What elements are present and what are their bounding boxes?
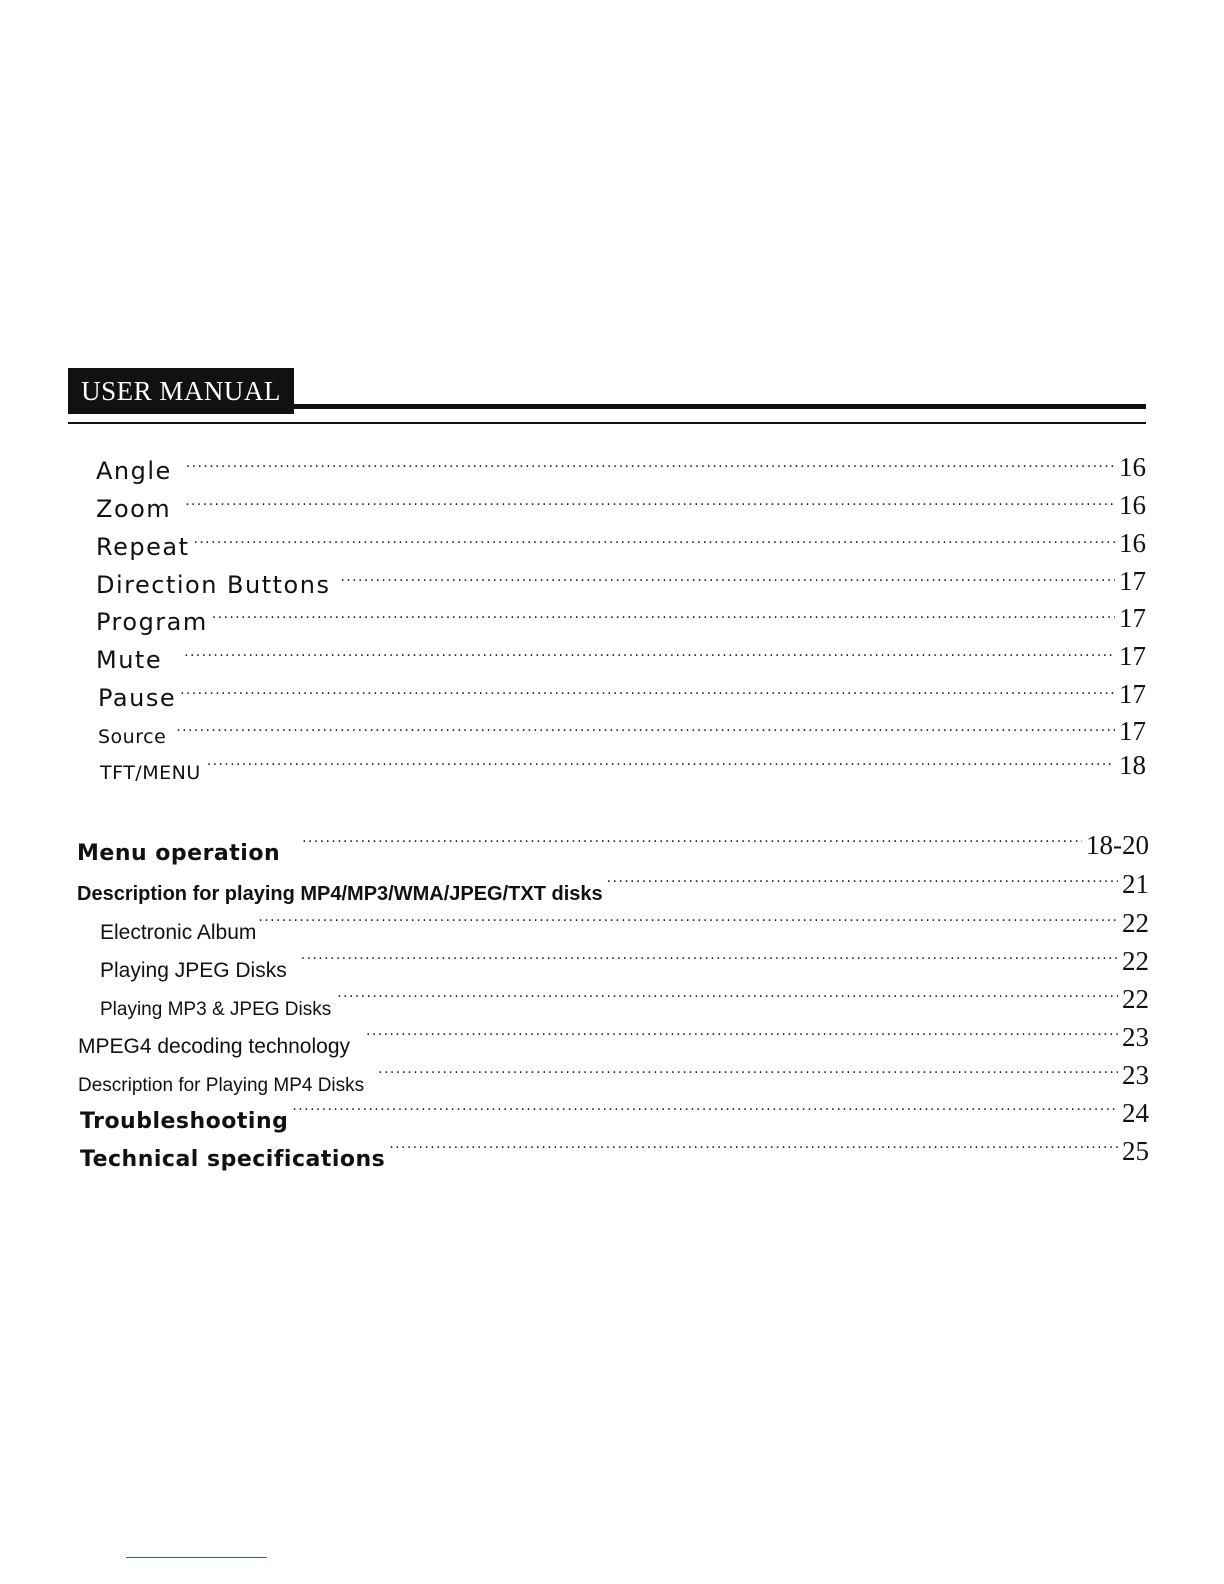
toc-entry-electronic-album[interactable] (100, 908, 1149, 944)
toc-label: Playing MP3 & JPEG Disks (100, 999, 332, 1020)
header-title: USER MANUAL (81, 375, 281, 406)
toc-label: Source (98, 726, 167, 748)
toc-page-number: 23 (1122, 1022, 1149, 1052)
toc-page-number: 17 (1119, 603, 1146, 633)
toc-leader (193, 536, 1115, 557)
toc-entry-description-playing-mp4-mp3-wma-jpeg-txt[interactable] (77, 869, 1149, 905)
toc-leader (301, 952, 1118, 975)
toc-entry-repeat[interactable] (96, 528, 1146, 561)
toc-page-number: 16 (1119, 490, 1146, 520)
toc-page-number: 16 (1119, 452, 1146, 482)
toc-label: Troubleshooting (80, 1109, 289, 1134)
toc-entry-playing-jpeg-disks[interactable] (100, 946, 1149, 982)
toc-leader (292, 1103, 1118, 1127)
toc-label: Zoom (96, 495, 172, 523)
toc-page-number: 16 (1119, 528, 1146, 558)
toc-entry-program[interactable] (96, 603, 1146, 636)
toc-leader (337, 990, 1118, 1013)
toc-page-number: 17 (1119, 566, 1146, 596)
toc-entry-source[interactable] (98, 716, 1146, 748)
toc-page-number: 17 (1119, 679, 1146, 709)
toc-leader (378, 1066, 1118, 1089)
toc-page-number: 25 (1122, 1136, 1149, 1166)
toc-leader (185, 498, 1115, 519)
toc-label: Description for Playing MP4 Disks (78, 1075, 365, 1096)
toc-label: TFT/MENU (100, 762, 201, 784)
toc-leader (207, 758, 1115, 779)
toc-leader (302, 835, 1082, 859)
toc-leader (184, 649, 1115, 670)
toc-entry-direction-buttons[interactable] (96, 566, 1146, 599)
toc-page-number: 24 (1122, 1098, 1149, 1128)
toc-entry-angle[interactable] (96, 452, 1146, 485)
toc-entry-tft-menu[interactable] (100, 750, 1146, 784)
toc-page-number: 17 (1119, 641, 1146, 671)
toc-leader (212, 611, 1115, 632)
toc-page-number: 18-20 (1086, 830, 1149, 860)
toc-entry-pause[interactable] (98, 679, 1146, 712)
toc-label: Direction Buttons (96, 571, 331, 599)
header-rule-thin (68, 422, 1146, 424)
toc-leader (186, 460, 1115, 481)
toc-leader (366, 1028, 1118, 1051)
toc-entry-zoom[interactable] (96, 490, 1146, 523)
toc-label: Playing JPEG Disks (100, 959, 287, 982)
toc-leader (176, 724, 1115, 745)
toc-entry-menu-operation[interactable] (77, 830, 1149, 866)
toc-entry-description-playing-mp4-disks[interactable] (78, 1060, 1149, 1096)
toc-label: Menu operation (77, 841, 281, 866)
toc-entry-playing-mp3-jpeg-disks[interactable] (100, 984, 1149, 1020)
header-rule-thick (294, 404, 1146, 409)
toc-label: Angle (96, 457, 172, 485)
toc-label: Electronic Album (100, 921, 257, 944)
toc-entry-troubleshooting[interactable] (80, 1098, 1149, 1134)
toc-page-number: 18 (1119, 750, 1146, 780)
section-header (68, 368, 294, 414)
toc-page-number: 17 (1119, 716, 1146, 746)
toc-entry-mute[interactable] (96, 641, 1146, 674)
toc-page-number: 22 (1122, 984, 1149, 1014)
toc-label: Pause (98, 684, 177, 712)
toc-label: Repeat (96, 533, 190, 561)
toc-entry-mpeg4-decoding-technology[interactable] (78, 1022, 1149, 1058)
toc-page-number: 21 (1122, 869, 1149, 899)
toc-page-number: 22 (1122, 908, 1149, 938)
toc-leader (607, 875, 1118, 898)
toc-entry-technical-specifications[interactable] (80, 1136, 1149, 1172)
toc-label: Program (96, 608, 208, 636)
toc-leader (180, 687, 1115, 708)
toc-label: Technical specifications (80, 1147, 386, 1172)
footer-rule (126, 1557, 267, 1558)
toc-page-number: 22 (1122, 946, 1149, 976)
toc-label: MPEG4 decoding technology (78, 1035, 351, 1058)
toc-page-number: 23 (1122, 1060, 1149, 1090)
toc-leader (258, 914, 1118, 937)
toc-label: Mute (96, 646, 163, 674)
toc-label: Description for playing MP4/MP3/WMA/JPEG/TXT disks (77, 883, 603, 905)
toc-leader (389, 1141, 1118, 1165)
toc-leader (340, 574, 1115, 595)
